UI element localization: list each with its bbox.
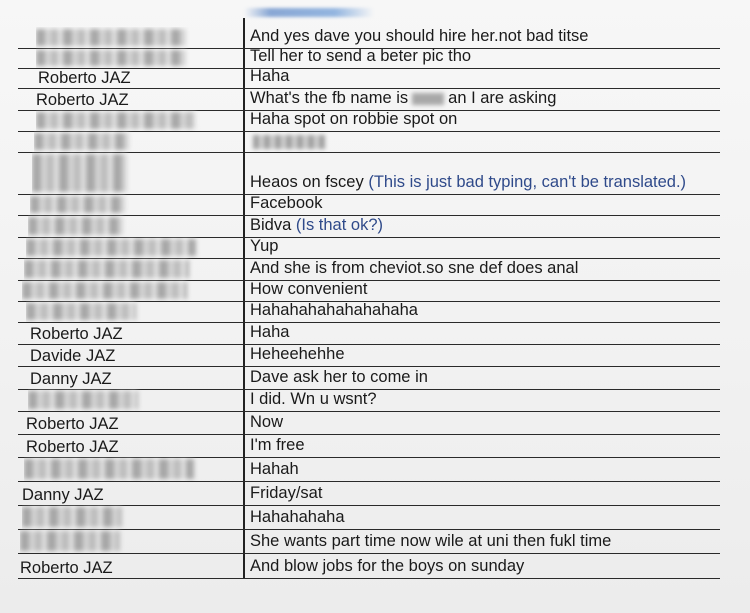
- message-cell: [247, 215, 720, 237]
- sender-name: Roberto JAZ: [36, 90, 129, 109]
- sender-cell: [26, 301, 243, 322]
- redacted-sender: [36, 50, 186, 66]
- sender-cell: [20, 529, 243, 553]
- sender-name: Danny JAZ: [30, 369, 112, 388]
- sender-cell: [30, 194, 243, 215]
- message-body: Haha: [250, 68, 290, 85]
- message-cell: [247, 27, 720, 48]
- message-body: Haha spot on robbie spot on: [250, 110, 458, 128]
- message-cell: [247, 258, 720, 280]
- sender-name: Danny JAZ: [22, 485, 104, 504]
- redacted-sender: [36, 112, 196, 129]
- message-text: [250, 345, 345, 364]
- message-cell: [247, 68, 720, 88]
- message-body: I did. Wn u wsnt?: [250, 390, 377, 408]
- message-cell: [247, 553, 720, 578]
- sender-name: Davide JAZ: [30, 346, 116, 365]
- redacted-sender: [22, 507, 122, 527]
- message-text: [250, 390, 377, 409]
- message-cell: [247, 505, 720, 529]
- sender-cell: [26, 434, 243, 457]
- message-cell: [247, 280, 720, 301]
- message-cell: [247, 411, 720, 434]
- message-body: Heheehehhe: [250, 345, 345, 363]
- sender-cell: [20, 553, 243, 578]
- message-text: [250, 216, 383, 235]
- redacted-sender: [36, 29, 186, 46]
- sender-name: Roberto JAZ: [38, 68, 131, 87]
- redacted-sender: [28, 391, 138, 409]
- message-cell: [247, 457, 720, 481]
- sender-name: Roberto JAZ: [20, 558, 113, 577]
- message-text: [250, 532, 611, 551]
- message-cell: [247, 344, 720, 366]
- message-text: [250, 237, 278, 256]
- message-body: Haha: [250, 323, 290, 341]
- table-row: [18, 215, 720, 238]
- redacted-sender: [28, 217, 123, 235]
- sender-cell: [36, 110, 243, 131]
- message-body: Tell her to send a beter pic tho: [250, 48, 472, 65]
- message-text: [250, 68, 289, 86]
- message-cell: [247, 434, 720, 457]
- message-text: [250, 436, 305, 455]
- redacted-sender: [26, 239, 196, 256]
- message-text: [250, 27, 588, 46]
- table-row: [18, 553, 720, 579]
- message-body: I'm free: [250, 436, 305, 454]
- table-row: [18, 301, 720, 323]
- message-body: She wants part time now wile at uni then fukl time: [250, 532, 612, 550]
- message-body: Heaos on fscey: [250, 173, 364, 191]
- table-row: [18, 322, 720, 345]
- sender-cell: [32, 152, 243, 194]
- table-row: [18, 194, 720, 216]
- message-body: Now: [250, 413, 284, 431]
- sender-cell: [24, 258, 243, 280]
- sender-cell: [28, 389, 243, 411]
- message-text: [250, 110, 457, 129]
- message-body: How convenient: [250, 280, 368, 298]
- sender-cell: [38, 68, 243, 88]
- table-row: [18, 434, 720, 458]
- sender-name: Roberto JAZ: [26, 437, 119, 456]
- message-body: Hahahahahahahahaha: [250, 301, 418, 319]
- redacted-sender: [34, 133, 129, 150]
- message-text: [250, 508, 345, 527]
- table-row: [18, 366, 720, 390]
- sender-cell: [36, 88, 243, 110]
- message-cell: [247, 131, 720, 152]
- message-cell: [247, 301, 720, 322]
- message-continuation: an I are asking: [448, 89, 557, 107]
- message-cell: [247, 152, 720, 194]
- table-row: [18, 280, 720, 302]
- message-text: [250, 301, 418, 320]
- message-text: [250, 484, 322, 503]
- sender-cell: [36, 27, 243, 48]
- message-text: [250, 194, 322, 213]
- message-text: [250, 173, 686, 192]
- sender-cell: [26, 411, 243, 434]
- message-cell: [247, 237, 720, 258]
- table-row: [18, 258, 720, 281]
- message-text: [250, 368, 428, 387]
- message-text: [250, 323, 289, 342]
- redacted-sender: [30, 196, 125, 213]
- translator-note: (This is just bad typing, can't be translated.): [368, 173, 687, 191]
- message-cell: [247, 481, 720, 505]
- message-text: [250, 413, 283, 432]
- table-row: [18, 68, 720, 89]
- message-text: [250, 259, 578, 278]
- message-cell: [247, 48, 720, 68]
- redacted-sender: [24, 459, 194, 479]
- message-body: Hahahahaha: [250, 508, 345, 526]
- message-text: [250, 557, 524, 576]
- message-body: Friday/sat: [250, 484, 323, 502]
- message-body: Dave ask her to come in: [250, 368, 428, 386]
- sender-cell: [30, 322, 243, 344]
- sender-cell: [28, 215, 243, 237]
- table-row: [18, 529, 720, 554]
- message-body: Yup: [250, 237, 279, 255]
- table-row: [18, 457, 720, 482]
- redacted-sender: [22, 282, 187, 299]
- message-text: [250, 460, 299, 479]
- message-cell: [247, 322, 720, 344]
- message-body: Facebook: [250, 194, 323, 212]
- translator-note: (Is that ok?): [295, 216, 383, 234]
- table-row: [18, 110, 720, 132]
- sender-cell: [30, 366, 243, 389]
- sender-cell: [22, 505, 243, 529]
- message-body: And blow jobs for the boys on sunday: [250, 557, 525, 575]
- redacted-sender: [20, 531, 120, 551]
- table-row: [18, 88, 720, 111]
- message-body: Hahah: [250, 460, 299, 478]
- table-row: [18, 48, 720, 69]
- table-row: [18, 505, 720, 530]
- sender-cell: [30, 344, 243, 366]
- redacted-sender: [32, 154, 127, 192]
- message-body: What's the fb name is: [250, 89, 409, 107]
- message-cell: [247, 366, 720, 389]
- sender-cell: [36, 48, 243, 68]
- message-text: [250, 48, 471, 66]
- message-cell: [247, 389, 720, 411]
- table-row: [18, 152, 720, 195]
- message-text: [250, 89, 556, 108]
- sender-name: Roberto JAZ: [26, 414, 119, 433]
- sender-cell: [24, 457, 243, 481]
- message-cell: [247, 529, 720, 553]
- redacted-sender: [26, 303, 136, 320]
- redacted-message: [253, 135, 325, 149]
- cropped-previous-row: [244, 8, 374, 17]
- sender-cell: [22, 280, 243, 301]
- table-row: [18, 481, 720, 506]
- sender-cell: [26, 237, 243, 258]
- table-row: [18, 131, 720, 153]
- message-cell: [247, 110, 720, 131]
- message-body: Bidva: [250, 216, 292, 234]
- message-text: [250, 280, 367, 299]
- sender-cell: [34, 131, 243, 152]
- sender-name: Roberto JAZ: [30, 324, 123, 343]
- redacted-name: [412, 93, 444, 105]
- table-row: [18, 411, 720, 435]
- message-body: And yes dave you should hire her.not bad titse: [250, 27, 589, 45]
- table-row: [18, 344, 720, 367]
- redacted-sender: [24, 260, 189, 278]
- table-row: [18, 389, 720, 412]
- message-body: And she is from cheviot.so sne def does anal: [250, 259, 579, 277]
- sender-cell: [22, 481, 243, 505]
- message-cell: [247, 194, 720, 215]
- table-row: [18, 237, 720, 259]
- message-cell: [247, 88, 720, 110]
- table-row: [18, 27, 720, 49]
